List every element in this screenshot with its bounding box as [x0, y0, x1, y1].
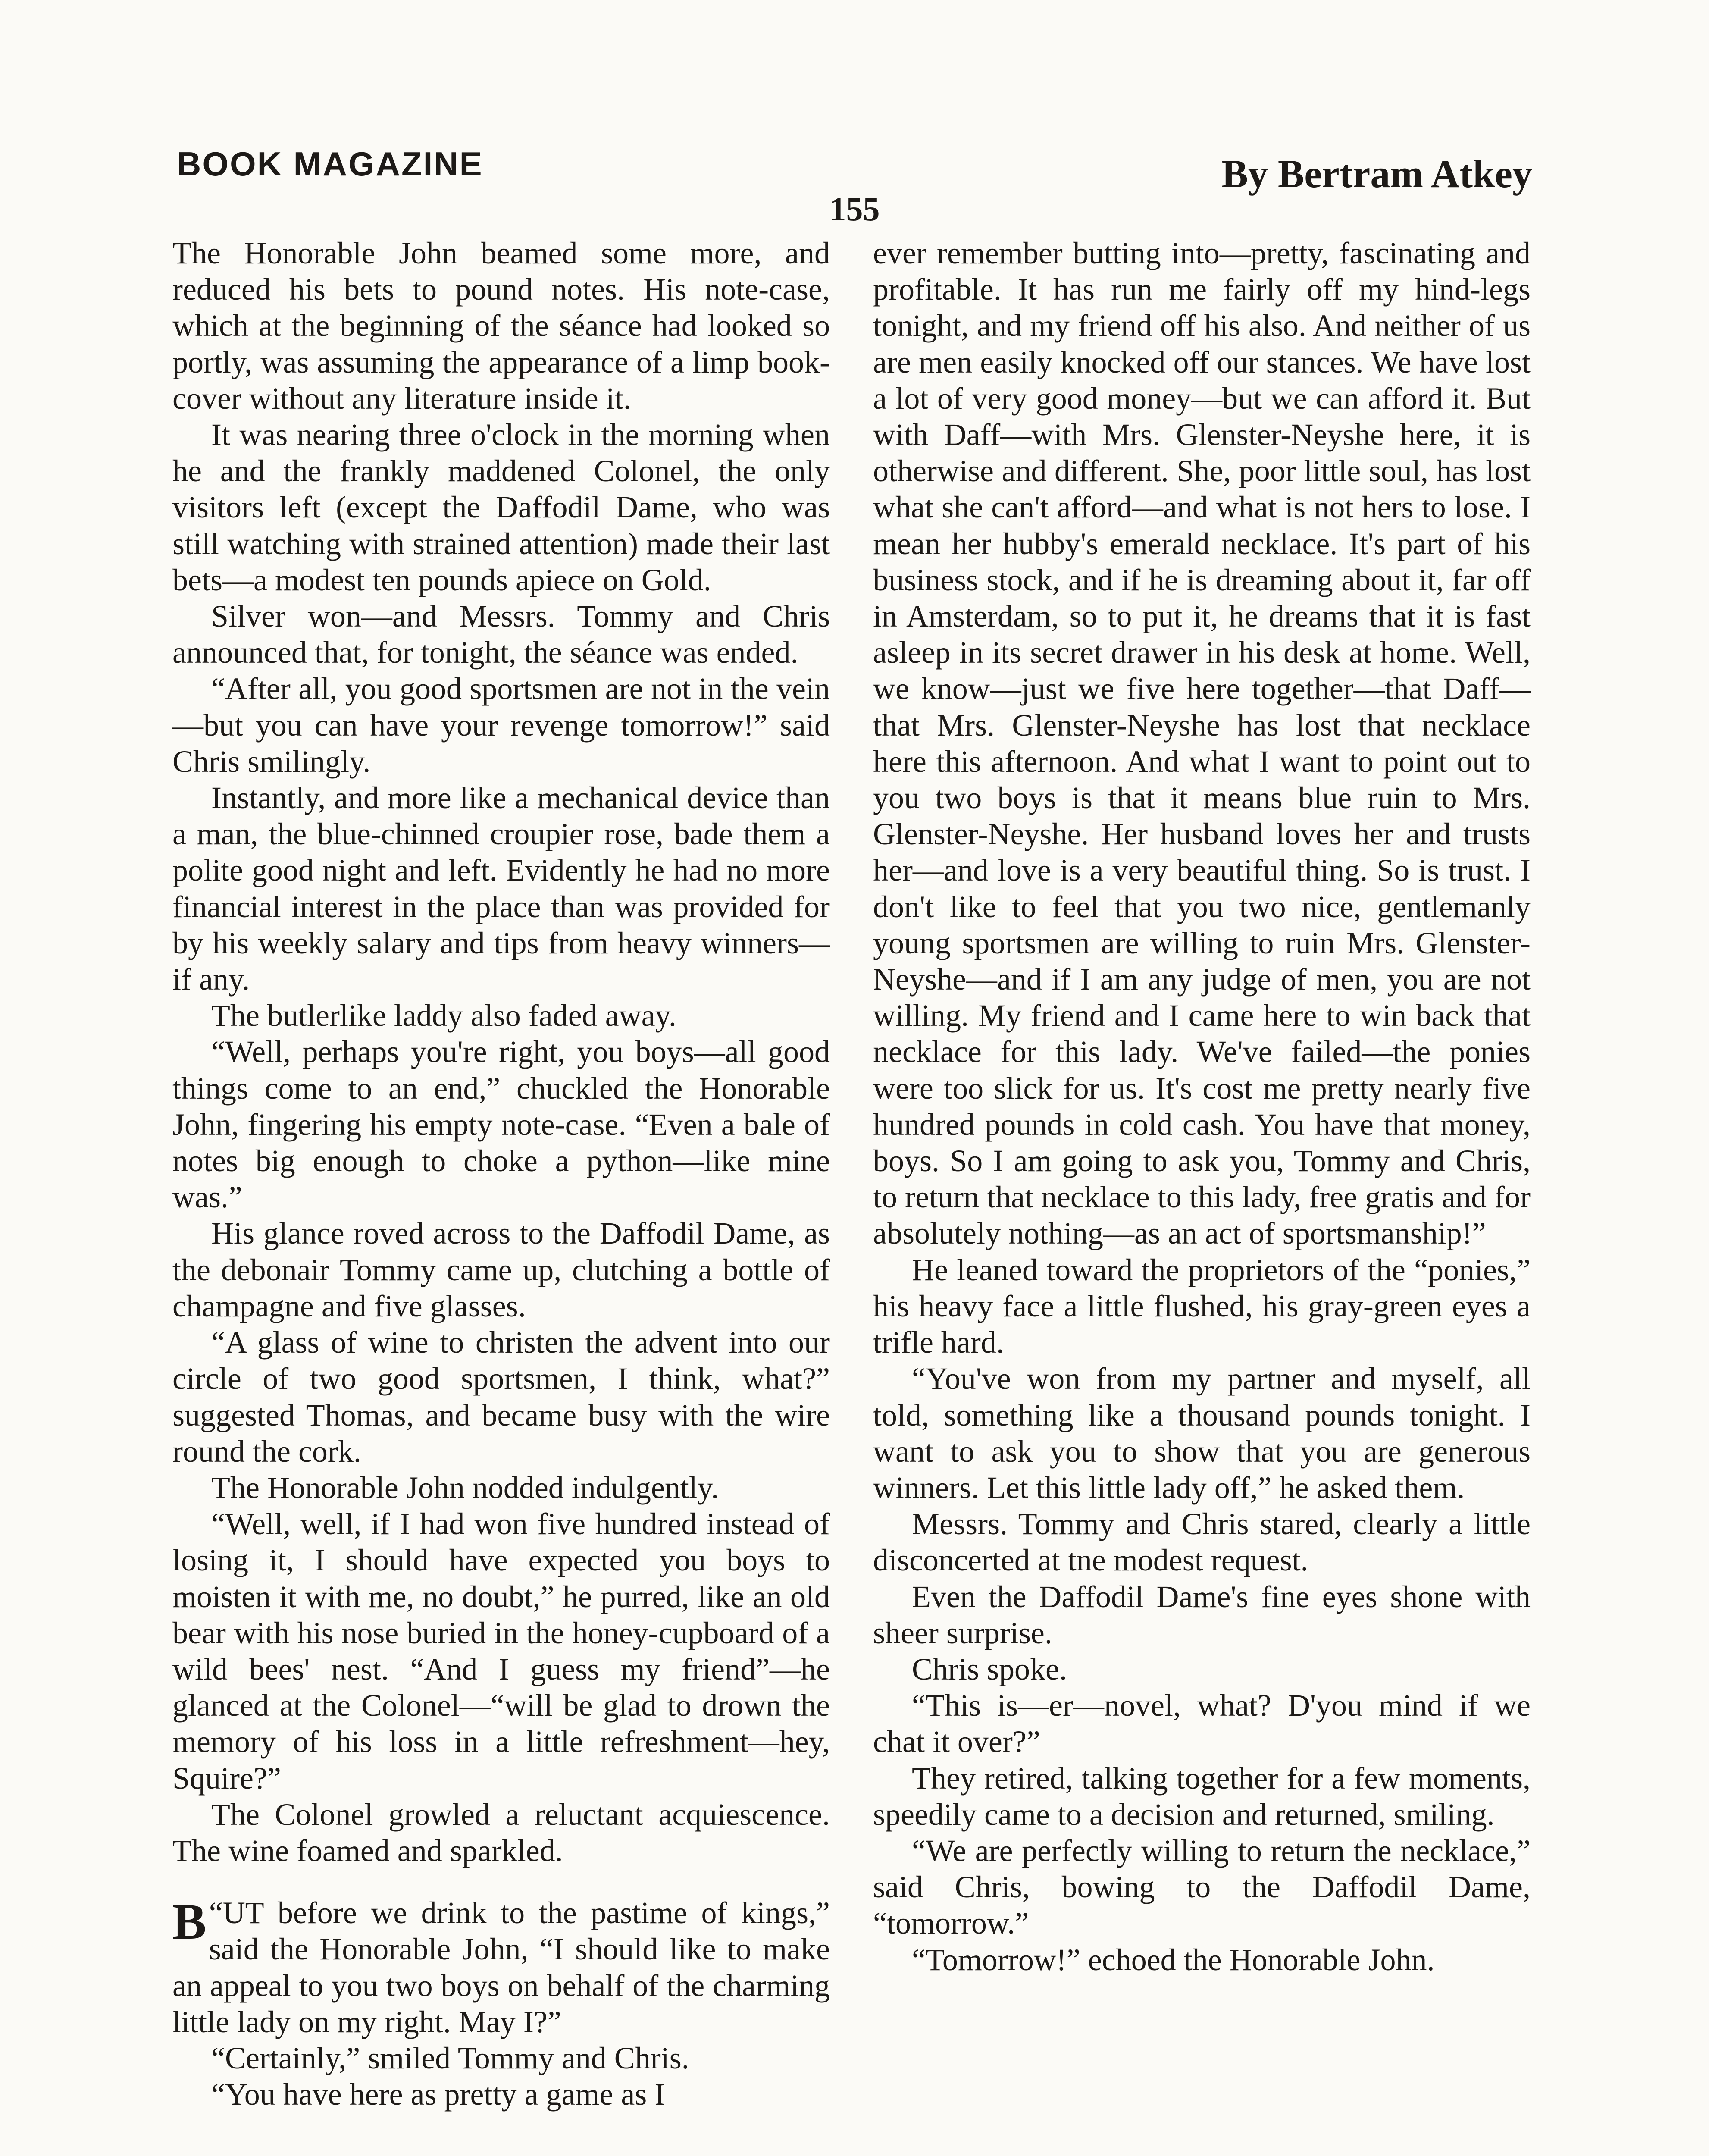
paragraph: ever remember butting into—pretty, fascinating and profitable. It has run me fairly off my hind-legs tonight, and my friend off his also. And neither of us are men easily knocked off our stances. We have lost a lot of very good money—but we can afford it. But with Daff—with Mrs. Glenster-Neyshe here, it is otherwise and different. She, poor little soul, has lost what she can't afford—and what is not hers to lose. I mean her hubby's emerald necklace. It's part of his business stock, and if he is dreaming about it, far off in Amsterdam, so to put it, he dreams that it is fast asleep in its secret drawer in his desk at home. Well, we know—just we five here together—that Daff—that Mrs. Glenster-Neyshe has lost that necklace here this afternoon. And what I want to point out to you two boys is that it means blue ruin to Mrs. Glenster-Neyshe. Her husband loves her and trusts her—and love is a very beautiful thing. So is trust. I don't like to feel that you two nice, gentlemanly young sportsmen are willing to ruin Mrs. Glenster-Neyshe—and if I am any judge of men, you are not willing. My friend and I came here to win back that necklace for this lady. We've failed—the ponies were too slick for us. It's cost me pretty nearly five hundred pounds in cold cash. You have that money, boys. So I am going to ask you, Tommy and Chris, to return that necklace to this lady, free gratis and for absolutely nothing—as an act of sportsmanship!”	[873, 236, 1531, 1251]
paragraph: Silver won—and Messrs. Tommy and Chris announced that, for tonight, the séance was ended.	[172, 599, 830, 670]
paragraph: “Well, well, if I had won five hundred instead of losing it, I should have expected you boys to moisten it with me, no doubt,” he purred, like an old bear with his nose buried in the honey-cupboard of a wild bees' nest. “And I guess my friend”—he glanced at the Colonel—“will be glad to drown the memory of his loss in a little refreshment—hey, Squire?”	[172, 1507, 830, 1796]
paragraph: “Tomorrow!” echoed the Honorable John.	[912, 1942, 1435, 1977]
paragraph: “This is—er—novel, what? D'you mind if we chat it over?”	[873, 1688, 1531, 1759]
paragraph: Instantly, and more like a mechanical device than a man, the blue-chinned croupier rose, bade them a polite good night and left. Evidently he had no more financial interest in the place than was provided for by his weekly salary and tips from heavy winners—if any.	[172, 780, 830, 997]
section-start-paragraph	[172, 1895, 830, 2040]
paragraph: The Honorable John nodded indulgently.	[211, 1470, 719, 1505]
paragraph: Chris spoke.	[912, 1651, 1067, 1686]
paragraph: The Honorable John beamed some more, and reduced his bets to pound notes. His note-case, which at the beginning of the séance had looked so portly, was assuming the appearance of a limp book-cover without any literature inside it.	[172, 236, 830, 416]
open-quote: “	[209, 1896, 223, 1930]
paragraph: “Well, perhaps you're right, you boys—all good things come to an end,” chuckled the Honorable John, fingering his empty note-case. “Even a bale of notes big enough to choke a python—like mine was.”	[172, 1034, 830, 1215]
author-byline: By Bertram Atkey	[1221, 152, 1532, 196]
paragraph: They retired, talking together for a few moments, speedily came to a decision and returned, smiling.	[873, 1761, 1531, 1832]
paragraph: “You've won from my partner and myself, all told, something like a thousand pounds tonight. I want to ask you to show that you are generous winners. Let this little lady off,” he asked them.	[873, 1361, 1531, 1505]
paragraph: “You have here as pretty a game as I	[211, 2077, 665, 2112]
paragraph: Messrs. Tommy and Chris stared, clearly a little disconcerted at tne modest request.	[873, 1507, 1531, 1578]
section-text: UT before we drink to the pastime of kings,” said the Honorable John, “I should like to make an appeal to you two boys on behalf of the charming little lady on my right. May I?”	[172, 1896, 830, 2039]
paragraph: He leaned toward the proprietors of the “ponies,” his heavy face a little flushed, his gray-green eyes a trifle hard.	[873, 1252, 1531, 1360]
paragraph: The butlerlike laddy also faded away.	[211, 998, 676, 1033]
drop-cap: B	[172, 1893, 207, 1950]
page-number: 155	[829, 190, 880, 228]
paragraph: “We are perfectly willing to return the necklace,” said Chris, bowing to the Daffodil Dame, “tomorrow.”	[873, 1833, 1531, 1941]
paragraph: “Certainly,” smiled Tommy and Chris.	[211, 2040, 689, 2075]
left-text-column	[172, 235, 830, 2112]
paragraph: It was nearing three o'clock in the morning when he and the frankly maddened Colonel, the only visitors left (except the Daffodil Dame, who was still watching with strained attention) made their last bets—a modest ten pounds apiece on Gold.	[172, 417, 830, 597]
right-text-column	[873, 235, 1531, 1978]
paragraph: “After all, you good sportsmen are not in the vein—but you can have your revenge tomorrow!” said Chris smilingly.	[172, 671, 830, 779]
publication-name: BOOK MAGAZINE	[177, 145, 483, 183]
paragraph: “A glass of wine to christen the advent into our circle of two good sportsmen, I think, what?” suggested Thomas, and became busy with the wire round the cork.	[172, 1325, 830, 1469]
paragraph: The Colonel growled a reluctant acquiescence. The wine foamed and sparkled.	[172, 1797, 830, 1868]
paragraph: His glance roved across to the Daffodil Dame, as the debonair Tommy came up, clutching a bottle of champagne and five glasses.	[172, 1216, 830, 1323]
paragraph: Even the Daffodil Dame's fine eyes shone with sheer surprise.	[873, 1579, 1531, 1650]
